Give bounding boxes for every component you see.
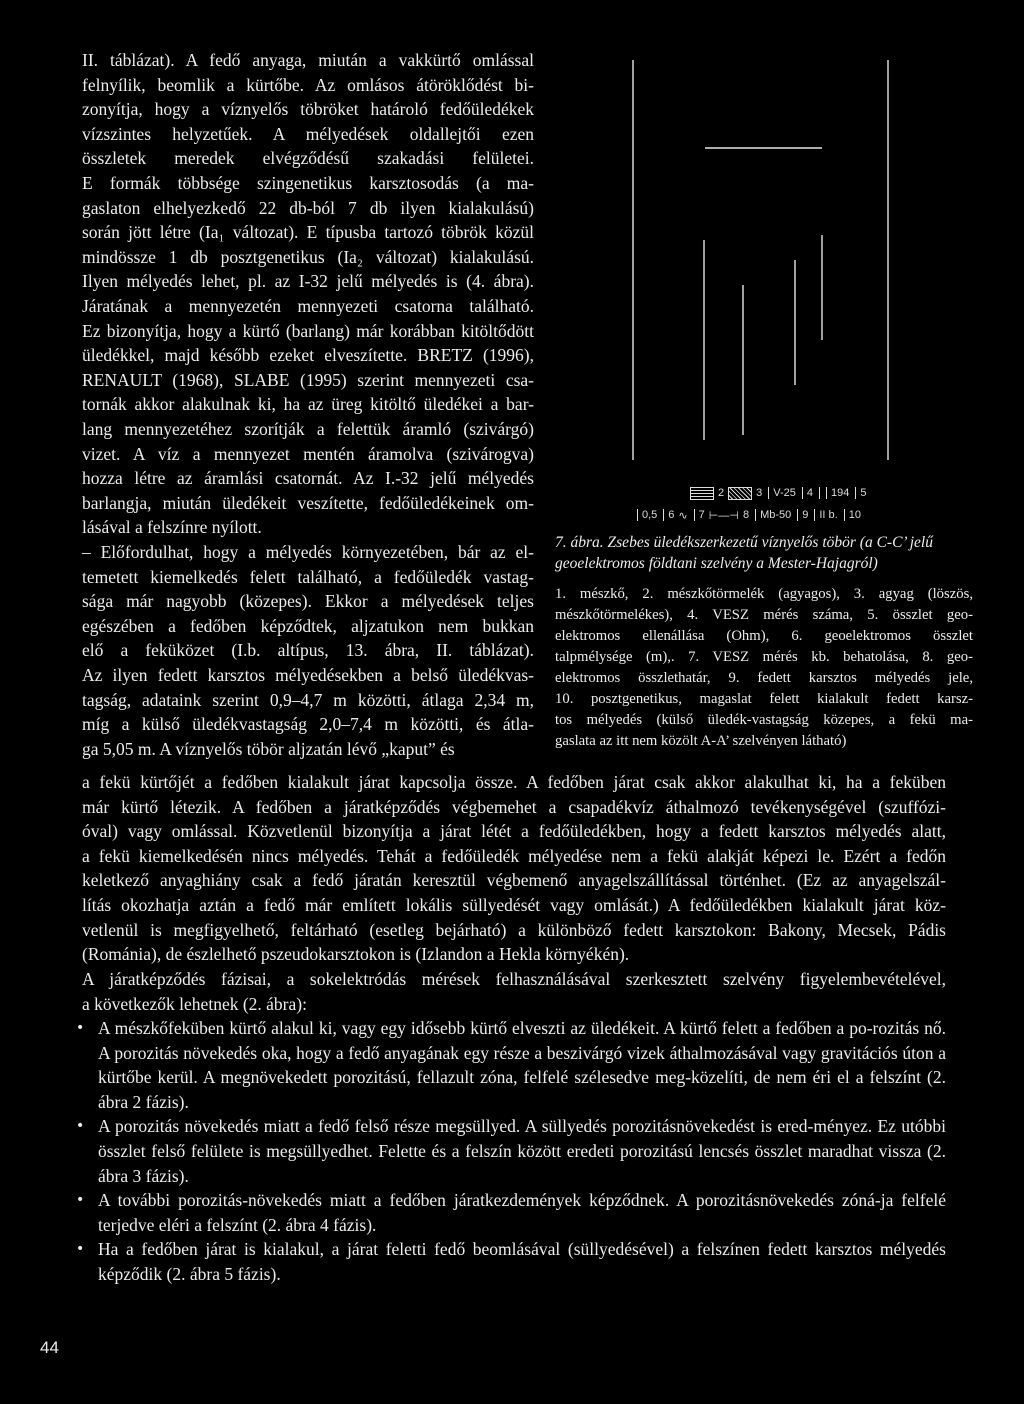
legend-label: 2 — [718, 487, 725, 499]
legend-bar-icon — [637, 509, 638, 521]
text-line: egészében a fedőben képződtek, aljzatukon nem bukkan — [82, 615, 534, 636]
phase-list-item — [72, 1188, 946, 1237]
phase-list-item — [72, 1237, 946, 1286]
text-line: már kürtő létezik. A fedőben a járatképződés végbemehet a csapadékvíz áthalmozó tevékenységével (szuffózi- — [82, 796, 946, 817]
legend-label: 4 — [806, 487, 814, 499]
text-line: sága már nagyobb (közepes). Ekkor a mélyedések teljes — [82, 591, 534, 612]
text-line: (Románia), de észlelhető pszeudokarsztokon is (Izlandon a Hekla környékén). — [82, 944, 630, 965]
text-line: tagság, adataink szerint 0,9–4,7 m közötti, átlaga 2,34 m, — [82, 689, 534, 710]
legend-label: 0,5 — [642, 509, 658, 521]
full-width-paragraph-4 — [82, 967, 946, 1016]
text-line: keletkező anyaghiány csak a fedő járatán keresztül végbemenő anyagelszállítással történhet. (Ez az anyagelszál- — [82, 870, 946, 891]
text-line: gaslaton elhelyezkedő 22 db-ból 7 db ilyen kialakulású) — [82, 197, 534, 218]
legend-bar-icon — [826, 487, 827, 499]
text-line: Járatának a mennyezetén mennyezeti csatorna található. — [82, 295, 534, 316]
legend-bar-icon — [802, 487, 803, 499]
legend-bar-icon — [797, 509, 798, 521]
text-line: lásával a felszínre nyílott. — [82, 517, 262, 538]
legend-label: 8 — [742, 509, 750, 521]
text-line: míg a külső üledékvastagság 2,0–7,4 m közötti, és átla- — [82, 714, 534, 735]
text-line: tornák akkor alakulnak ki, ha az üreg kitöltő üledékei a bar- — [82, 394, 534, 415]
legend-label: 9 — [802, 509, 809, 521]
phase-list-item — [72, 1016, 946, 1114]
full-width-paragraph-3 — [82, 770, 946, 967]
left-column-paragraph-1 — [82, 48, 534, 540]
text-line: – Előfordulhat, hogy a mélyedés környezetében, bár az el- — [82, 542, 534, 562]
text-line: a fekü kürtőjét a fedőben kialakult járat kapcsolja össze. A fedőben járat csak akkor alakulhat ki, ha a feküben — [82, 772, 946, 792]
text-line: gaslata az itt nem közölt A-A’ szelvényen látható) — [555, 733, 847, 749]
legend-bar-icon — [819, 487, 820, 499]
legend-label: 6 — [668, 509, 675, 521]
legend-row-1 — [690, 482, 950, 504]
text-line: vetlenül is megfigyelhető, feltárható (esetleg bejárható) a különböző fedett karsztokon: Bakony, Mecsek, Pádis — [82, 919, 946, 940]
text-line: hozza létre az áramlási csatornát. Az I.-32 jelű mélyedés — [82, 468, 534, 489]
text-line: elektromos ellenállása (Ohm), 6. geoelektromos összlet — [555, 628, 973, 644]
phase-list-item — [72, 1114, 946, 1188]
text-line: zonyítja, hogy a víznyelős töbröket határoló fedőüledékek — [82, 99, 534, 120]
phase-list-text: A mészkőfeküben kürtő alakul ki, vagy egy idősebb kürtő elveszti az üledékeit. A kürtő felett a fedőben a po-rozitás nő. A porozitás növekedés oka, hogy a fedő anyagának egy része a beszivárgó vizek áthalmozásával vagy gravitációs úton a kürtőbe kerül. A megnövekedett porozitású, fellazult zóna, felfelé szélesedve meg-közelíti, de nem éri el a felszínt (2. ábra 2 fázis). — [98, 1018, 946, 1112]
text-line: II. táblázat). A fedő anyaga, miután a vakkürtő omlással — [82, 50, 534, 70]
bullet-icon: • — [76, 1020, 85, 1036]
boundary-arrow-icon: ⊢—⊣ — [708, 509, 739, 522]
text-line: mindössze 1 db posztgenetikus (Ia₂ változat) kialakulású. — [82, 246, 534, 267]
legend-bar-icon — [844, 509, 845, 521]
legend-label: 3 — [756, 487, 763, 499]
legend-bar-icon — [694, 509, 695, 521]
text-line: A járatképződés fázisai, a sokelektródás mérések felhasználásával szerkesztett szelvény figyelembevételével, — [82, 969, 946, 989]
page-number: 44 — [40, 1338, 59, 1357]
text-line: a következők lehetnek (2. ábra): — [82, 993, 307, 1014]
text-line: vizet. A víz a mennyezet mentén áramolva (szivárogva) — [82, 443, 534, 464]
phase-list — [72, 1016, 946, 1287]
text-line: mészkőtörmelékes), 4. VESZ mérés száma, 5. összlet geo- — [555, 607, 973, 623]
clay-swatch — [728, 487, 752, 500]
legend-bar-icon — [755, 509, 756, 521]
text-line: elektromos összlethatár, 9. fedett karsztos mélyedés jele, — [555, 670, 973, 686]
legend-bar-icon — [814, 509, 815, 521]
left-column-paragraph-2 — [82, 540, 534, 761]
text-line: összletek meredek elvégződésű szakadási felületei. — [82, 148, 534, 169]
figure-legend — [642, 482, 950, 526]
figure-legend-text — [555, 584, 973, 752]
wave-icon: ∿ — [678, 509, 688, 522]
text-line: Ilyen mélyedés lehet, pl. az I-32 jelű mélyedés is (4. ábra). — [82, 271, 534, 292]
legend-bar-icon — [855, 487, 856, 499]
bullet-icon: • — [76, 1118, 85, 1135]
text-line: lítás okozhatja aztán a fedő már említett lokális süllyedését vagy omlását.) A fedőüledékben kialakult járat köz- — [82, 894, 946, 915]
text-line: tos mélyedés (külső üledék-vastagság közepes, a fekü ma- — [555, 712, 973, 728]
text-line: elő a feküközet (I.b. altípus, 13. ábra, II. táblázat). — [82, 640, 534, 661]
text-line: RENAULT (1968), SLABE (1995) szerint mennyezeti csa- — [82, 369, 534, 390]
bullet-icon: • — [76, 1241, 85, 1258]
phase-list-text: A további porozitás-növekedés miatt a fedőben járatkezdemények képződnek. A porozitásnövekedés zóná-ja felfelé terjedve eléri a felszínt (2. ábra 4 fázis). — [98, 1190, 946, 1235]
legend-bar-icon — [663, 509, 664, 521]
text-line: óval) vagy omlással. Közvetlenül bizonyítja a járat létét a fedőüledékben, hogy a fedett karsztos mélyedés alatt, — [82, 821, 946, 842]
text-line: üledékkel, majd később ezeket elveszítette. BRETZ (1996), — [82, 345, 534, 366]
legend-label: 194 — [831, 487, 850, 499]
bullet-icon: • — [76, 1192, 85, 1209]
legend-label: 5 — [860, 487, 867, 499]
text-line: temetett kiemelkedés felett található, a fedőüledék vastag- — [82, 566, 534, 587]
legend-label: V-25 — [773, 487, 796, 499]
legend-label: II b. — [819, 509, 838, 521]
text-line: felnyílik, beomlik a kürtőbe. Az omlásos átöröklődést bi- — [82, 74, 534, 95]
phase-list-text: A porozitás növekedés miatt a fedő felső része megsüllyed. A süllyedés porozitásnövekedést is ered-ményez. Ez utóbbi összlet felső felülete is megsüllyedhet. Felette és a felszín között eredeti porozitású lencsés összlet maradhat vissza (2. ábra 3 fázis). — [98, 1116, 946, 1186]
text-line: a fekü kiemelkedésén nincs mélyedés. Tehát a fedőüledék mélyedése nem a fekü alakját képezi le. Ezért a fedőn — [82, 845, 946, 866]
text-line: Ez bizonyítja, hogy a kürtő (barlang) már korábban kitöltődött — [82, 320, 534, 341]
limestone-debris-swatch — [690, 487, 714, 500]
text-line: barlangja, miután üledékeit veszítette, fedőüledékeinek om- — [82, 492, 534, 513]
text-line: E formák többsége szingenetikus karsztosodás (a ma- — [82, 172, 534, 193]
text-line: ga 5,05 m. A víznyelős töbör aljzatán lévő „kaput” és — [82, 738, 455, 759]
legend-row-2 — [635, 504, 950, 526]
text-line: lang mennyezetéhez szorítják a felettük áramló (szivárgó) — [82, 418, 534, 439]
text-line: során jött létre (Ia₁ változat). E típusba tartozó töbrök közül — [82, 222, 534, 243]
text-line: Az ilyen fedett karsztos mélyedésekben a belső üledékvas- — [82, 664, 534, 685]
phase-list-text: Ha a fedőben járat is kialakul, a járat feletti fedő beomlásával (süllyedésével) a felszínen fedett karsztos mélyedés képződik (2. ábra 5 fázis). — [98, 1239, 946, 1284]
text-line: 1. mészkő, 2. mészkőtörmelék (agyagos), 3. agyag (löszös, — [555, 586, 973, 602]
legend-label: Mb-50 — [760, 509, 792, 521]
text-line: vízszintes helyzetűek. A mélyedések oldallejtői ezen — [82, 123, 534, 144]
text-line: talpmélysége (m),. 7. VESZ mérés kb. behatolása, 8. geo- — [555, 649, 973, 665]
legend-bar-icon — [768, 487, 769, 499]
legend-label: 7 — [698, 509, 705, 521]
legend-label: 10 — [848, 509, 861, 521]
text-line: 10. posztgenetikus, magaslat felett kialakult fedett karsz- — [555, 691, 973, 707]
figure-caption: 7. ábra. Zsebes üledékszerkezetű víznyelős töbör (a C-C’ jelű geoelektromos földtani szelvény a Mester-Hajagról) — [555, 534, 933, 572]
geoelectric-section-diagram — [600, 40, 960, 490]
